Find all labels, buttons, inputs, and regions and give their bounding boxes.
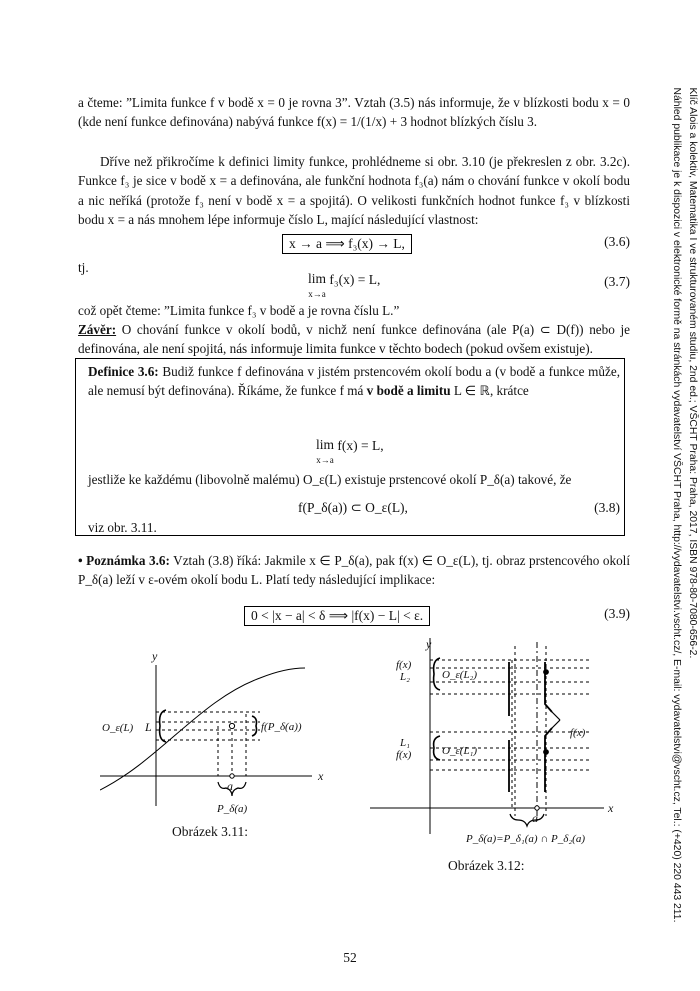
figure-3-11-caption: Obrázek 3.11: <box>172 824 248 839</box>
fig312-L1: L₁ <box>400 737 410 749</box>
fig312-point-bottom <box>544 750 549 755</box>
sidebar-line-2: Náhled publikace je k dispozici v elektronické formě na stránkách vydavatelství VŠCHT Praha, http://vydavatelstvi.vscht.cz/, E-mail: vydavatelstvi@vscht.cz, Tel.: (+420) 220 443 211. <box>671 87 682 922</box>
remark-text: Vztah (3.8) říká: Jakmile x ∈ P_δ(a), pak f(x) ∈ O_ε(L), tj. obraz prstencového okolí P_δ(a) leží v ε-ovém okolí bodu L. Platí tedy následující implikace: <box>78 553 630 588</box>
equation-3-9 <box>78 604 630 626</box>
definition-limit-expr <box>316 438 384 467</box>
definition-viz-text: viz obr. 3.11. <box>88 520 157 535</box>
fig311-dashed <box>156 712 260 776</box>
fig312-y-label: y <box>426 637 432 651</box>
definition-lim-body: f(x) = L, <box>337 438 384 453</box>
equation-3-6-expr: x → a ⟹ f₃(x) → L, <box>282 234 412 254</box>
fig312-a-point <box>535 806 539 810</box>
fig311-left-brace <box>160 710 166 742</box>
equation-3-9-expr: 0 < |x − a| < δ ⟹ |f(x) − L| < ε. <box>244 606 430 626</box>
equation-3-7-expr <box>308 272 380 301</box>
fig312-upper-brace <box>434 658 440 690</box>
fig312-x-label: x <box>608 801 614 815</box>
paragraph-reading <box>78 301 630 320</box>
fig311-L-label: L <box>145 720 152 734</box>
conclusion-text: O chování funkce v okolí bodů, v nichž není funkce definována (ale P(a) ⊂ D(f)) nebo je definována, ale není spojitá, nás informuje limita funkce v těchto bodech (pokud ovšem existuje). <box>78 322 630 357</box>
definition-viz <box>88 518 620 537</box>
equation-3-8-expr: f(P_δ(a)) ⊂ O_ε(L), <box>298 500 408 515</box>
paragraph-intro-text: a čteme: ”Limita funkce f v bodě x = 0 je rovna 3”. Vztah (3.5) nás informuje, že v blízkosti bodu x = 0 (kde není funkce definována) nabývá funkce f(x) = 1/(1/x) + 3 hodnot blízkých číslu 3. <box>78 95 630 130</box>
paragraph-conclusion <box>78 320 630 359</box>
equation-3-9-number: (3.9) <box>604 606 630 621</box>
equation-3-7-lim: lim <box>308 271 327 286</box>
sidebar-line-1: Klíč Alois a kolektiv, Matematika I ve strukturovaném studiu, 2nd ed.; VŠCHT Praha: Praha, 2017, ISBN 978-80-7080-656-2. <box>687 87 698 658</box>
definition-text-3 <box>88 470 620 489</box>
paragraph-intro <box>78 93 630 132</box>
fig312-fx-top: f(x) <box>396 659 412 671</box>
definition-limit-eq <box>78 438 630 468</box>
sidebar-text <box>668 87 700 922</box>
definition-bold: v bodě a limitu <box>366 383 451 399</box>
equation-3-7-body: f₃(x) = L, <box>329 272 381 287</box>
equation-3-8-number: (3.8) <box>594 500 620 515</box>
definition-text-2: L ∈ ℝ, krátce <box>450 383 529 399</box>
fig312-fx-right: f(x) <box>570 727 586 739</box>
fig311-right-brace <box>252 716 257 736</box>
definition-lim: lim <box>316 437 335 452</box>
fig312-Pd-label: P_δ(a)=P_δ₁(a) ∩ P_δ₂(a) <box>466 833 585 845</box>
figure-3-12-caption: Obrázek 3.12: <box>448 858 525 873</box>
figure-3-11 <box>100 640 340 820</box>
fig312-a-label: a <box>532 811 538 825</box>
equation-3-8 <box>88 498 620 520</box>
fig311-a-point <box>230 774 234 778</box>
sidebar-publication-info <box>668 52 700 957</box>
remark-3-6 <box>78 551 630 590</box>
definition-label: Definice 3.6: <box>88 364 159 379</box>
conclusion-label: Závěr: <box>78 322 117 337</box>
fig312-L2: L₂ <box>400 671 410 683</box>
equation-3-6 <box>78 232 630 254</box>
equation-3-7 <box>78 272 630 302</box>
paragraph-limit-motivation-text: Dříve než přikročíme k definici limity funkce, prohlédneme si obr. 3.10 (je překreslen z obr. 3.2c). Funkce f₃ je sice v bodě x = a definována, ale funkční hodnota f₃(a) nám o chování funkce v okolí bodu a nic neříká (protože f₃ není v bodě x = a spojitá). O velikosti funkčních hodnot funkce f₃ v blízkosti bodu x = a nás mnohem lépe informuje číslo L, mající následující vlastnost: <box>78 154 630 228</box>
fig312-fx-bot: f(x) <box>396 749 412 761</box>
remark-label: • Poznámka 3.6: <box>78 553 170 568</box>
definition-text-3-span: jestliže ke každému (libovolně malému) O_ε(L) existuje prstencové okolí P_δ(a) takové, že <box>88 472 572 487</box>
fig311-Pd-label: P_δ(a) <box>217 803 248 815</box>
paragraph-reading-text: což opět čteme: ”Limita funkce f₃ v bodě a je rovna číslu L.” <box>78 303 400 318</box>
paragraph-limit-motivation <box>78 152 630 230</box>
equation-3-7-number: (3.7) <box>604 274 630 289</box>
fig311-Oe-label: O_ε(L) <box>102 722 134 734</box>
fig311-fP-label: f(P_δ(a)) <box>261 721 302 733</box>
fig312-Oe1: O_ε(L₁) <box>442 745 478 757</box>
definition-3-6 <box>88 362 620 401</box>
fig311-a-label: a <box>227 779 233 793</box>
fig312-point-top <box>544 670 549 675</box>
tj-text: tj. <box>78 260 89 275</box>
fig311-y-label: y <box>152 649 158 663</box>
definition-text-1: Budiž funkce f definována v jistém prstencovém okolí bodu a (v bodě a funkce může, ale nemusí být definována). Říkáme, že funkce f má <box>88 364 621 399</box>
definition-lim-sub: x→a <box>316 455 334 465</box>
fig311-hole <box>229 723 234 728</box>
equation-3-6-number: (3.6) <box>604 234 630 249</box>
fig312-Oe2: O_ε(L₂) <box>442 669 478 681</box>
fig311-x-label: x <box>318 769 324 783</box>
page-number: 52 <box>343 950 357 965</box>
equation-3-7-sub: x→a <box>308 289 326 299</box>
figure-3-12 <box>370 636 630 856</box>
